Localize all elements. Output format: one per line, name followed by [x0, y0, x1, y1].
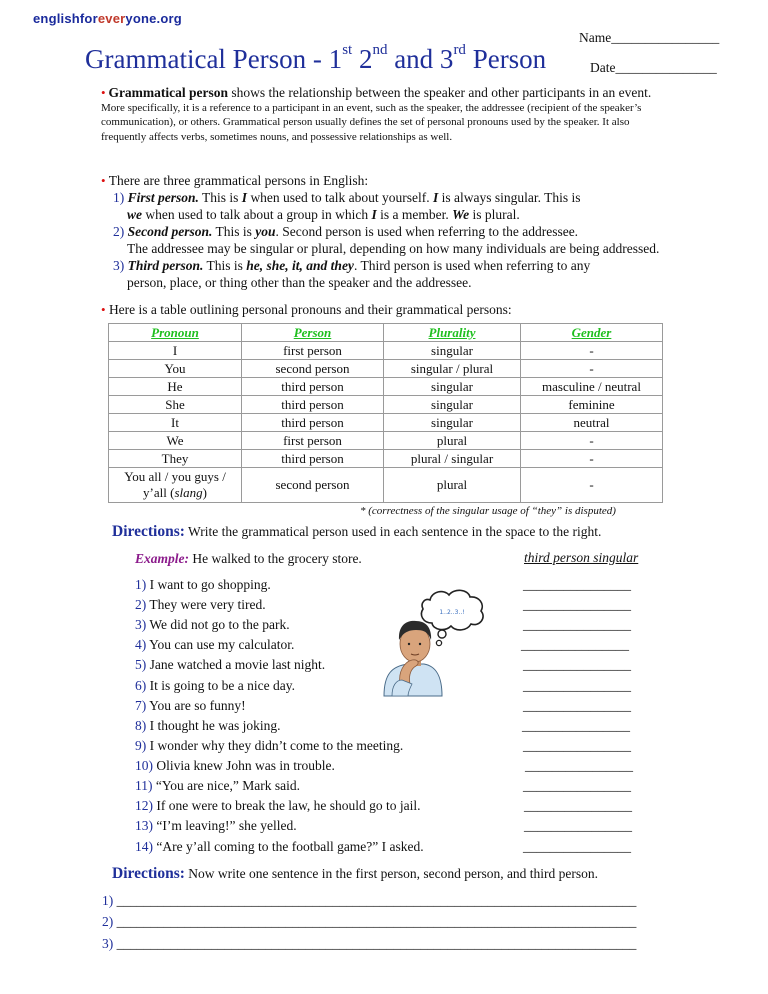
bullet-icon: • — [101, 302, 106, 317]
date-field[interactable]: Date_______________ — [590, 60, 717, 75]
item-line2 — [113, 206, 741, 223]
table-cell: She — [109, 396, 242, 414]
table-header-row — [109, 324, 663, 342]
question-number: 11) — [135, 778, 153, 793]
item-text: This is — [203, 258, 247, 273]
question-number: 12) — [135, 798, 153, 813]
question-number: 14) — [135, 839, 153, 854]
example-answer: third person singular — [524, 550, 639, 565]
item-emph: I — [241, 190, 248, 205]
table-header: Person — [242, 324, 384, 342]
table-row — [109, 414, 663, 432]
question-item — [135, 637, 294, 653]
intro-small: More specifically, it is a reference to a participant in an event, such as the speaker, the addressee (recipient of the speaker’s communication), or others. Grammatical person usually defines the set of personal pronouns used by the speaker. It also frequently affects verbs, sometimes nouns, and possessive relationships as well. — [101, 102, 642, 143]
table-row — [109, 468, 663, 503]
table-cell: It — [109, 414, 242, 432]
directions-1 — [112, 523, 601, 541]
item-emph: he, she, it, and they — [246, 258, 354, 273]
table-cell: - — [521, 342, 663, 360]
question-number: 1) — [135, 577, 147, 592]
answer-blank[interactable]: ________________ — [524, 818, 632, 833]
question-number: 3) — [135, 617, 147, 632]
cell-line: ) — [202, 485, 207, 500]
table-cell: plural / singular — [384, 450, 521, 468]
question-text: We did not go to the park. — [149, 617, 290, 632]
question-text: You can use my calculator. — [149, 637, 295, 652]
table-cell: We — [109, 432, 242, 450]
question-item — [135, 758, 335, 774]
pronoun-table — [108, 323, 663, 503]
item-emph: we — [127, 207, 142, 222]
person-item-third — [101, 257, 741, 291]
table-cell: neutral — [521, 414, 663, 432]
title-sup: rd — [453, 42, 466, 58]
answer-blank[interactable]: ________________ — [523, 778, 631, 793]
question-item — [135, 778, 300, 794]
item-name: Second person. — [127, 224, 213, 239]
answer-blank[interactable]: ________________ — [524, 798, 632, 813]
item-number: 1) — [113, 190, 125, 205]
item-number: 2) — [113, 224, 125, 239]
table-cell: singular / plural — [384, 360, 521, 378]
item-line2: The addressee may be singular or plural, depending on how many individuals are being addressed. — [127, 241, 660, 256]
table-cell: plural — [384, 468, 521, 503]
question-text: Olivia knew John was in trouble. — [156, 758, 335, 773]
question-item — [135, 698, 246, 714]
item-text: This is — [212, 224, 256, 239]
write-line[interactable] — [102, 893, 636, 909]
question-number: 10) — [135, 758, 153, 773]
example-sentence: He walked to the grocery store. — [189, 551, 362, 566]
question-item — [135, 839, 424, 855]
question-number: 7) — [135, 698, 147, 713]
question-number: 5) — [135, 657, 147, 672]
table-cell: - — [521, 450, 663, 468]
item-emph: I — [433, 190, 439, 205]
item-text: when used to talk about a group in which — [142, 207, 372, 222]
directions-label: Directions: — [112, 523, 185, 540]
question-text: I want to go shopping. — [149, 577, 271, 592]
table-cell: He — [109, 378, 242, 396]
table-cell: - — [521, 432, 663, 450]
table-cell: - — [521, 360, 663, 378]
item-emph: We — [452, 207, 470, 222]
title-part: Grammatical Person - 1 — [85, 44, 343, 74]
question-text: I thought he was joking. — [149, 718, 281, 733]
table-cell: feminine — [521, 396, 663, 414]
answer-blank[interactable]: ________________ — [523, 839, 631, 854]
answer-blank[interactable]: ________________ — [525, 758, 633, 773]
question-text: “You are nice,” Mark said. — [155, 778, 300, 793]
bullet-icon: • — [101, 85, 106, 100]
table-cell: - — [521, 468, 663, 503]
bullet-icon: • — [101, 173, 106, 188]
table-cell: masculine / neutral — [521, 378, 663, 396]
directions-text: Now write one sentence in the first person, second person, and third person. — [184, 866, 599, 881]
question-item — [135, 798, 421, 814]
disputed-note: * (correctness of the singular usage of “they” is disputed) — [360, 505, 616, 517]
item-text: is always singular. This is — [438, 190, 581, 205]
item-name: Third person. — [127, 258, 204, 273]
question-item — [135, 738, 403, 754]
intro-lead-rest: shows the relationship between the speaker and other participants in an event. — [228, 85, 652, 100]
answer-blank[interactable]: ________________ — [523, 597, 631, 612]
cell-line: y’all ( — [143, 485, 175, 500]
name-field[interactable]: Name________________ — [579, 30, 720, 45]
write-line[interactable] — [102, 914, 636, 930]
table-cell: singular — [384, 414, 521, 432]
table-cell: They — [109, 450, 242, 468]
write-line-blank[interactable]: _____________________________________________________________________________ — [116, 914, 637, 929]
item-emph: you — [255, 224, 276, 239]
table-header: Pronoun — [109, 324, 242, 342]
question-item — [135, 577, 271, 593]
table-cell: first person — [242, 432, 384, 450]
table-cell: third person — [242, 396, 384, 414]
question-item — [135, 818, 297, 834]
thought-text: 1..2..3..! — [439, 609, 465, 616]
item-text: is plural. — [469, 207, 520, 222]
table-cell: singular — [384, 396, 521, 414]
site-logo-mid: ever — [97, 11, 126, 26]
title-part: 2 — [352, 44, 373, 74]
directions-label: Directions: — [112, 865, 185, 882]
write-line[interactable] — [102, 936, 636, 952]
answer-blank[interactable]: ________________ — [522, 718, 630, 733]
heading-text: There are three grammatical persons in English: — [108, 173, 369, 188]
site-logo-prefix: englishfor — [33, 11, 98, 26]
item-text: . Second person is used when referring to the addressee. — [275, 224, 579, 239]
question-item — [135, 597, 266, 613]
table-row — [109, 432, 663, 450]
table-cell: You — [109, 360, 242, 378]
question-text: If one were to break the law, he should go to jail. — [156, 798, 421, 813]
page-title — [85, 44, 546, 75]
table-cell: third person — [242, 414, 384, 432]
write-line-number: 1) — [102, 893, 114, 908]
item-number: 3) — [113, 258, 125, 273]
table-header: Gender — [521, 324, 663, 342]
example-label: Example: — [135, 551, 189, 566]
write-line-blank[interactable]: _____________________________________________________________________________ — [116, 936, 637, 951]
table-cell: third person — [242, 450, 384, 468]
question-text: “I’m leaving!” she yelled. — [156, 818, 297, 833]
write-line-blank[interactable]: _____________________________________________________________________________ — [116, 893, 637, 908]
table-cell: third person — [242, 378, 384, 396]
question-text: They were very tired. — [149, 597, 266, 612]
table-intro-text: Here is a table outlining personal pronouns and their grammatical persons: — [108, 302, 512, 317]
answer-blank[interactable]: ________________ — [523, 738, 631, 753]
question-text: I wonder why they didn’t come to the meeting. — [149, 738, 404, 753]
table-cell: second person — [242, 468, 384, 503]
table-cell: plural — [384, 432, 521, 450]
answer-blank[interactable]: ________________ — [523, 678, 631, 693]
example — [135, 551, 362, 567]
table-cell: second person — [242, 360, 384, 378]
question-item — [135, 678, 295, 694]
table-cell — [109, 468, 242, 503]
question-number: 4) — [135, 637, 147, 652]
answer-blank[interactable]: ________________ — [523, 698, 631, 713]
person-item-second — [101, 223, 741, 257]
item-text: This is — [198, 190, 242, 205]
question-item — [135, 718, 281, 734]
intro-bold: Grammatical person — [108, 85, 229, 100]
intro-lead — [108, 85, 651, 100]
question-text: Jane watched a movie last night. — [149, 657, 326, 672]
title-part: and 3 — [387, 44, 454, 74]
question-number: 13) — [135, 818, 153, 833]
table-cell: first person — [242, 342, 384, 360]
table-row — [109, 450, 663, 468]
question-number: 9) — [135, 738, 147, 753]
question-item — [135, 617, 290, 633]
item-emph: I — [371, 207, 377, 222]
item-line2: person, place, or thing other than the speaker and the addressee. — [127, 275, 472, 290]
item-text: is a member. — [376, 207, 453, 222]
table-cell: singular — [384, 378, 521, 396]
item-text: . Third person is used when referring to any — [353, 258, 591, 273]
item-name: First person. — [127, 190, 199, 205]
site-logo — [33, 11, 182, 26]
table-row — [109, 378, 663, 396]
answer-blank[interactable]: ________________ — [523, 657, 631, 672]
answer-blank[interactable]: ________________ — [521, 637, 629, 652]
title-part: Person — [465, 44, 547, 74]
table-row — [109, 396, 663, 414]
write-line-number: 2) — [102, 914, 114, 929]
title-sup: st — [342, 42, 353, 58]
answer-blank[interactable]: ________________ — [523, 577, 631, 592]
table-header: Plurality — [384, 324, 521, 342]
cell-slang: slang — [174, 485, 203, 500]
question-text: “Are y’all coming to the football game?” I asked. — [156, 839, 424, 854]
site-logo-suffix: yone.org — [125, 11, 182, 26]
intro-paragraph — [101, 86, 661, 144]
thinking-man-icon — [384, 621, 442, 696]
person-item-first — [101, 189, 741, 223]
item-text: when used to talk about yourself. — [247, 190, 434, 205]
write-line-number: 3) — [102, 936, 114, 951]
directions-2 — [112, 865, 598, 883]
question-number: 8) — [135, 718, 147, 733]
answer-blank[interactable]: ________________ — [523, 617, 631, 632]
question-text: It is going to be a nice day. — [149, 678, 295, 693]
question-number: 2) — [135, 597, 147, 612]
table-row — [109, 360, 663, 378]
table-cell: singular — [384, 342, 521, 360]
thinking-man-illustration — [378, 588, 498, 698]
title-sup: nd — [372, 42, 388, 58]
directions-text: Write the grammatical person used in each sentence in the space to the right. — [184, 524, 602, 539]
three-persons-heading — [101, 172, 741, 189]
cell-line: You all / you guys / — [124, 469, 226, 484]
three-persons-section — [101, 172, 741, 291]
table-cell: I — [109, 342, 242, 360]
question-text: You are so funny! — [149, 698, 246, 713]
question-item — [135, 657, 325, 673]
table-intro — [101, 302, 512, 318]
question-number: 6) — [135, 678, 147, 693]
table-row — [109, 342, 663, 360]
